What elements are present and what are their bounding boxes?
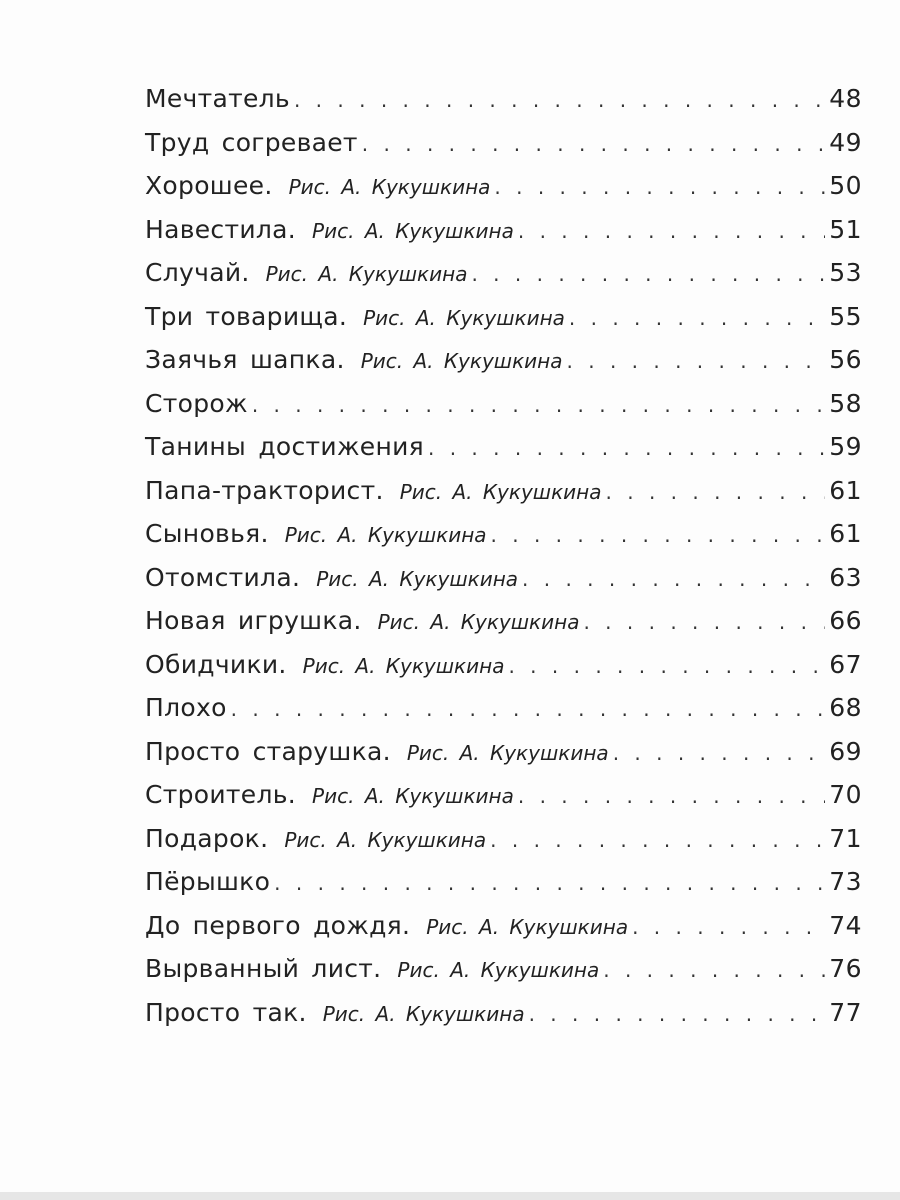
entry-title: Три товарища. <box>145 301 348 331</box>
entry-title: Просто так. <box>145 997 307 1027</box>
illustrator-credit: Рис. А. Кукушкина <box>399 479 602 504</box>
page-number: 48 <box>829 84 862 113</box>
illustrator-credit: Рис. А. Кукушкина <box>426 914 629 939</box>
dot-leader <box>569 306 825 330</box>
entry-title: Сыновья. <box>145 519 269 548</box>
toc-entry <box>145 84 862 128</box>
entry-title: Плохо <box>145 693 227 722</box>
page-number: 63 <box>829 562 862 592</box>
dot-leader <box>522 567 825 591</box>
toc-entry <box>145 737 862 781</box>
illustrator-credit: Рис. А. Кукушкина <box>406 740 609 765</box>
dot-leader <box>632 915 825 939</box>
entry-title: Танины достижения <box>145 432 424 461</box>
dot-leader <box>583 610 825 634</box>
page-bottom-edge <box>0 1192 900 1200</box>
toc-entry <box>145 824 862 868</box>
page-number: 67 <box>829 649 862 679</box>
dot-leader <box>603 958 825 982</box>
page-number: 51 <box>829 214 862 244</box>
entry-title: Хорошее. <box>145 171 273 200</box>
dot-leader <box>231 697 826 721</box>
dot-leader <box>567 349 826 373</box>
page-number: 71 <box>829 823 862 853</box>
toc-entry <box>145 389 862 433</box>
toc-entry <box>145 128 862 172</box>
toc-entry <box>145 215 862 259</box>
illustrator-credit: Рис. А. Кукушкина <box>312 218 514 243</box>
illustrator-credit: Рис. А. Кукушкина <box>377 610 580 634</box>
illustrator-credit: Рис. А. Кукушкина <box>363 305 565 330</box>
illustrator-credit: Рис. А. Кукушкина <box>284 523 487 547</box>
illustrator-credit: Рис. А. Кукушкина <box>397 958 600 982</box>
page-number: 59 <box>829 432 862 461</box>
page-number: 66 <box>829 606 862 635</box>
illustrator-credit: Рис. А. Кукушкина <box>316 566 519 591</box>
dot-leader <box>529 1002 826 1026</box>
toc-entry <box>145 563 862 607</box>
entry-title: Сторож <box>145 388 248 418</box>
illustrator-credit: Рис. А. Кукушкина <box>284 827 487 852</box>
toc-entry <box>145 954 862 998</box>
page-number: 61 <box>829 519 862 548</box>
toc-entry <box>145 606 862 650</box>
toc-entry <box>145 693 862 737</box>
page-number: 53 <box>829 258 862 287</box>
dot-leader <box>518 219 825 243</box>
entry-title: Случай. <box>145 258 250 287</box>
toc-entry <box>145 780 862 824</box>
page-number: 77 <box>829 997 862 1027</box>
entry-title: Труд согревает <box>145 127 358 157</box>
toc-entry <box>145 302 862 346</box>
dot-leader <box>491 523 826 547</box>
entry-title: Папа-тракторист. <box>145 475 384 505</box>
dot-leader <box>428 436 825 460</box>
page-number: 69 <box>829 736 862 766</box>
illustrator-credit: Рис. А. Кукушкина <box>360 349 563 373</box>
entry-title: Вырванный лист. <box>145 954 382 983</box>
page-number: 58 <box>829 388 862 418</box>
entry-title: Строитель. <box>145 780 297 809</box>
toc-entry <box>145 519 862 563</box>
illustrator-credit: Рис. А. Кукушкина <box>302 653 505 678</box>
dot-leader <box>490 828 825 852</box>
dot-leader <box>518 784 825 808</box>
entry-title: До первого дождя. <box>145 910 411 940</box>
entry-title: Заячья шапка. <box>145 345 345 374</box>
page-number: 68 <box>829 693 862 722</box>
toc-entry <box>145 258 862 302</box>
entry-title: Пёрышко <box>145 867 271 896</box>
illustrator-credit: Рис. А. Кукушкина <box>288 175 491 199</box>
dot-leader <box>606 480 826 504</box>
page-number: 61 <box>829 475 862 505</box>
entry-title: Новая игрушка. <box>145 606 362 635</box>
page-number: 55 <box>829 301 862 331</box>
dot-leader <box>494 175 825 199</box>
dot-leader <box>294 88 825 112</box>
page-number: 49 <box>829 127 862 157</box>
page-number: 73 <box>829 867 862 896</box>
illustrator-credit: Рис. А. Кукушкина <box>322 1001 525 1026</box>
entry-title: Обидчики. <box>145 649 287 679</box>
page-number: 56 <box>829 345 862 374</box>
dot-leader <box>508 654 825 678</box>
page-number: 74 <box>829 910 862 940</box>
illustrator-credit: Рис. А. Кукушкина <box>265 262 468 286</box>
table-of-contents <box>145 84 862 1041</box>
toc-entry <box>145 650 862 694</box>
entry-title: Отомстила. <box>145 562 301 592</box>
toc-entry <box>145 867 862 911</box>
dot-leader <box>471 262 825 286</box>
dot-leader <box>252 393 825 417</box>
toc-entry <box>145 345 862 389</box>
dot-leader <box>613 741 826 765</box>
illustrator-credit: Рис. А. Кукушкина <box>312 784 514 808</box>
page-number: 50 <box>829 171 862 200</box>
toc-entry <box>145 432 862 476</box>
entry-title: Просто старушка. <box>145 736 391 766</box>
page-number: 70 <box>829 780 862 809</box>
page-number: 76 <box>829 954 862 983</box>
toc-entry <box>145 171 862 215</box>
entry-title: Навестила. <box>145 214 297 244</box>
toc-entry <box>145 998 862 1042</box>
toc-entry <box>145 911 862 955</box>
dot-leader <box>274 871 825 895</box>
entry-title: Мечтатель <box>145 84 290 113</box>
entry-title: Подарок. <box>145 823 269 853</box>
dot-leader <box>362 132 825 156</box>
toc-entry <box>145 476 862 520</box>
